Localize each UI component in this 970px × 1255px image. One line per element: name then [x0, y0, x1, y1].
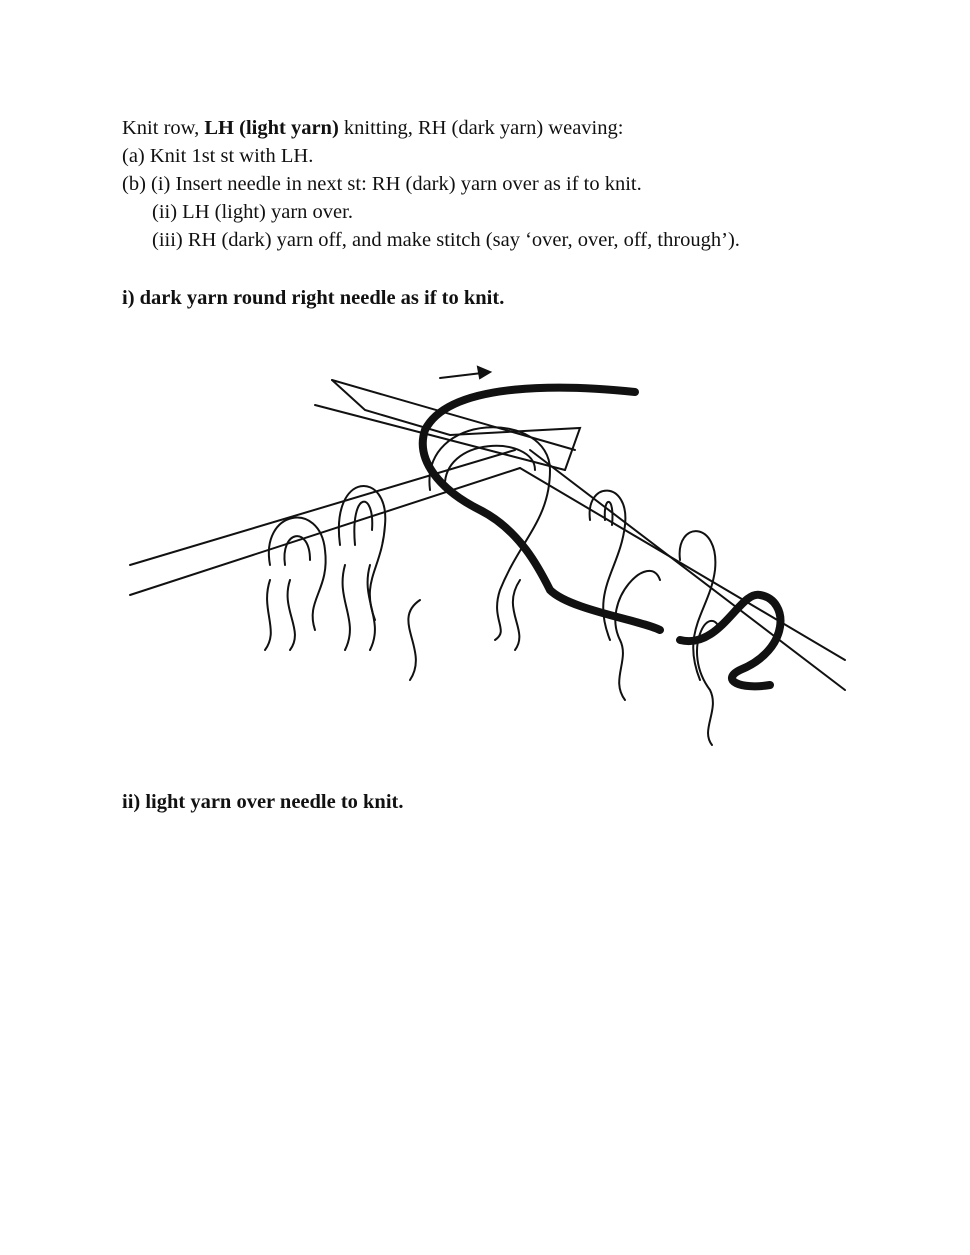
light-yarn-loops	[265, 427, 720, 745]
left-needle	[130, 450, 845, 690]
heading-text-end: knitting, RH (dark yarn) weaving:	[338, 117, 624, 139]
knitting-illustration	[120, 350, 860, 760]
heading-bold-text: LH (light yarn)	[204, 117, 339, 139]
dark-yarn	[423, 388, 781, 687]
arrow-head	[478, 367, 490, 378]
heading-line	[122, 114, 623, 142]
step-b-i: (b) (i) Insert needle in next st: RH (dark) yarn over as if to knit.	[122, 173, 642, 195]
direction-arrow	[440, 373, 482, 378]
right-needle	[315, 380, 580, 470]
figure-caption-2: ii) light yarn over needle to knit.	[122, 791, 404, 813]
step-b-iii: (iii) RH (dark) yarn off, and make stitch (say ‘over, over, off, through’).	[152, 229, 740, 251]
heading-text: Knit row,	[122, 117, 205, 139]
step-b-ii: (ii) LH (light) yarn over.	[152, 201, 353, 223]
figure-caption-1: i) dark yarn round right needle as if to knit.	[122, 287, 505, 309]
step-a: (a) Knit 1st st with LH.	[122, 145, 314, 167]
